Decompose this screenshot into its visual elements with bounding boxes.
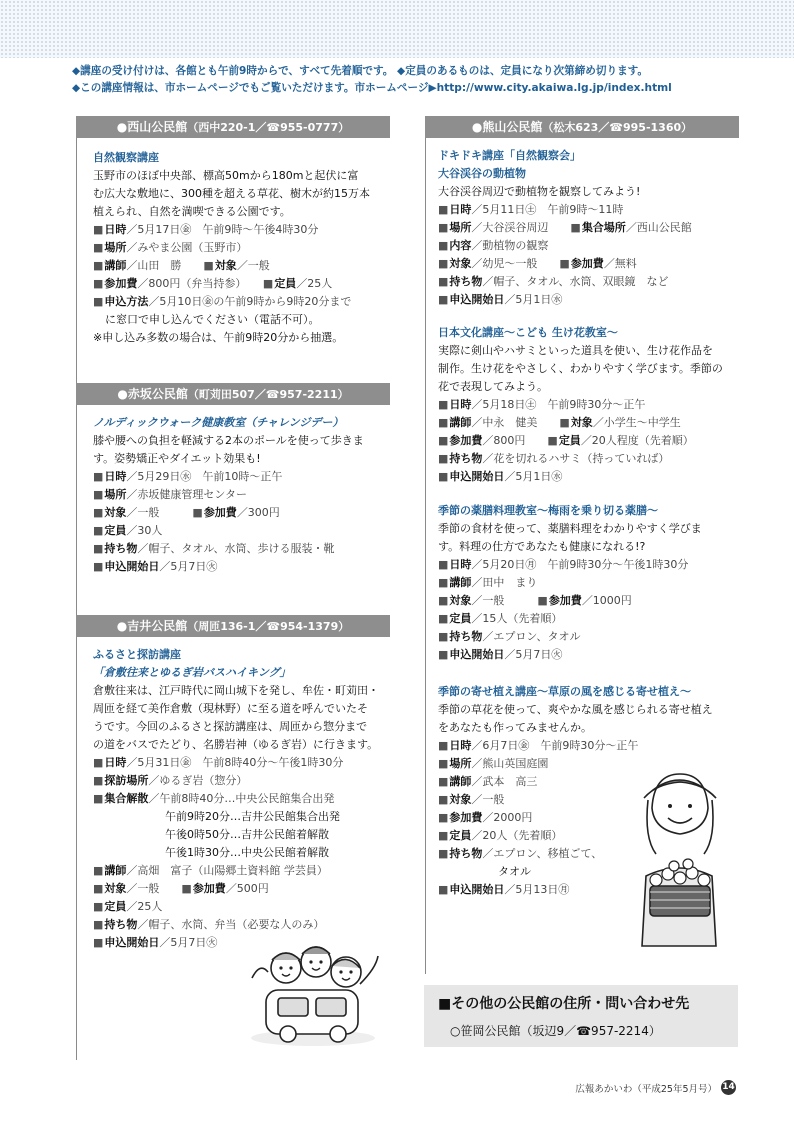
detail-value: ／20人（先着順） — [471, 829, 563, 842]
detail-value: ／800円 — [482, 434, 548, 447]
detail-label: ■ 日時 — [438, 203, 471, 216]
detail-value: ／動植物の観察 — [471, 239, 549, 252]
detail-row — [93, 275, 393, 293]
detail-value: ／5月11日㊏ 午前9時～11時 — [471, 203, 624, 216]
detail-row — [93, 522, 393, 540]
detail-label: ■ 参加費 — [559, 257, 603, 270]
detail-row — [438, 737, 738, 755]
notice-line-url: ◆この講座情報は、市ホームページでもご覧いただけます。市ホームページ▶http://www.city.akaiwa.lg.jp/index.html — [72, 82, 672, 94]
detail-value: ／5月7日㊋ — [504, 648, 563, 661]
right-column-rule — [425, 136, 426, 974]
course-title: 季節の薬膳料理教室～梅雨を乗り切る薬膳～ — [438, 504, 658, 517]
detail-row — [438, 450, 738, 468]
detail-value: ／中永 健美 — [471, 416, 560, 429]
detail-label: ■ 定員 — [93, 524, 126, 537]
detail-row — [438, 414, 738, 432]
detail-label: ■ 探訪場所 — [93, 774, 148, 787]
detail-row — [93, 558, 393, 576]
detail-value: ／小学生～中学生 — [592, 416, 681, 429]
course-detail-continued: タオル — [498, 865, 531, 878]
detail-label: ■ 対象 — [438, 793, 471, 806]
detail-label: ■ 日時 — [93, 756, 126, 769]
section-header-akasaka: ●赤坂公民館（町苅田507／☎957-2211） — [76, 383, 390, 405]
course-akasaka — [93, 414, 393, 576]
detail-value: ／大谷渓谷周辺 — [471, 221, 571, 234]
notice-line: ◆講座の受け付けは、各館とも午前9時からで、すべて先着順です。 ◆定員のあるものは、定員になり次第締め切ります。 — [72, 65, 648, 77]
detail-label: ■ 申込開始日 — [438, 470, 504, 483]
course-details — [438, 556, 738, 664]
course-details — [438, 396, 738, 486]
course-description: 実際に剣山やハサミといった道具を使い、生け花作品を 制作。生け花をやさしく、わかりやすく学びます。季節の 花で表現してみよう。 — [438, 344, 723, 393]
bus-children-illustration — [238, 938, 388, 1050]
detail-label: ■ 申込開始日 — [438, 648, 504, 661]
notice-area — [72, 63, 752, 97]
detail-value: ／エプロン、タオル — [482, 630, 581, 643]
detail-value: ／一般 — [236, 259, 270, 272]
detail-row — [93, 916, 393, 934]
top-pattern-band — [0, 0, 794, 58]
detail-value: ／午前8時40分…中央公民館集合出発 — [148, 792, 335, 805]
detail-value: ／15人（先着順） — [471, 612, 563, 625]
detail-value: ／5月17日㊎ 午前9時～午後4時30分 — [126, 223, 319, 236]
detail-value: ／5月29日㊌ 午前10時～正午 — [126, 470, 283, 483]
detail-value: ／5月31日㊎ 午前8時40分～午後1時30分 — [126, 756, 344, 769]
course-description: 季節の草花を使って、爽やかな風を感じられる寄せ植え をあなたも作ってみませんか。 — [438, 703, 713, 734]
detail-label: ■ 申込開始日 — [93, 560, 159, 573]
detail-label: ■ 持ち物 — [438, 847, 482, 860]
course-title: ドキドキ講座「自然観察会」 — [438, 149, 581, 162]
course-subtitle: 大谷渓谷の動植物 — [438, 167, 526, 180]
course-kumayama-ikebana — [438, 324, 738, 486]
detail-label: ■ 場所 — [93, 488, 126, 501]
section-header-yoshii: ●吉井公民館（周匝136-1／☎954-1379） — [76, 615, 390, 637]
detail-row — [93, 504, 393, 522]
course-description: 倉敷往来は、江戸時代に岡山城下を発し、牟佐・町苅田・ 周匝を経て美作倉敷（現林野）に至る道を呼んでいたそ うです。今回のふるさと探訪講座は、周匝から惣分まで の道をバスでたどり、名勝岩神（ゆるぎ岩）に行きます。 — [93, 684, 379, 751]
course-title: ノルディックウォーク健康教室（チャレンジデー） — [93, 416, 344, 429]
detail-label: ■ 集合解散 — [93, 792, 148, 805]
detail-value: ／一般 — [471, 793, 505, 806]
detail-label: ■ 日時 — [93, 223, 126, 236]
detail-value: ／2000円 — [482, 811, 533, 824]
course-description: 季節の食材を使って、薬膳料理をわかりやすく学びま す。料理の仕方であなたも健康になれる!? — [438, 522, 702, 553]
detail-label: ■ 講師 — [93, 864, 126, 877]
detail-value: ／800円（弁当持参） — [137, 277, 263, 290]
course-kumayama-nature — [438, 147, 738, 309]
detail-row — [438, 556, 738, 574]
detail-value: ／幼児～一般 — [471, 257, 560, 270]
detail-label: ■ 対象 — [438, 594, 471, 607]
detail-value: ／西山公民館 — [625, 221, 692, 234]
detail-value: ／田中 まり — [471, 576, 538, 589]
detail-value: ／一般 — [126, 882, 182, 895]
detail-row — [438, 273, 738, 291]
detail-label: ■ 申込開始日 — [438, 883, 504, 896]
publication-name: 広報あかいわ（平成25年5月号） — [575, 1083, 717, 1095]
detail-label: ■ 場所 — [438, 757, 471, 770]
detail-label: ■ 対象 — [93, 506, 126, 519]
detail-row — [93, 772, 393, 790]
detail-row — [438, 237, 738, 255]
detail-row — [438, 219, 738, 237]
detail-label: ■ 参加費 — [192, 506, 236, 519]
detail-row — [93, 293, 393, 311]
section-header-nishiyama: ●西山公民館（西中220-1／☎955-0777） — [76, 116, 390, 138]
detail-row — [438, 201, 738, 219]
detail-row — [93, 898, 393, 916]
detail-label: ■ 講師 — [438, 416, 471, 429]
detail-value: ／一般 — [126, 506, 193, 519]
course-description: 玉野市のほぼ中央部、標高50mから180mと起伏に富 む広大な敷地に、300種を超える草花、樹木が約15万本 植えられ、自然を満喫できる公園です。 — [93, 169, 370, 218]
contact-line: ○笹岡公民館（坂辺9／☎957-2214） — [450, 1024, 661, 1038]
detail-label: ■ 参加費 — [438, 811, 482, 824]
detail-value: ／無料 — [603, 257, 637, 270]
detail-row — [438, 610, 738, 628]
detail-label: ■ 参加費 — [537, 594, 581, 607]
detail-row — [438, 255, 738, 273]
detail-label: ■ 対象 — [93, 882, 126, 895]
course-detail-continued: に窓口で申し込んでください（電話不可）。 — [105, 313, 320, 326]
detail-label: ■ 場所 — [438, 221, 471, 234]
detail-label: ■ 定員 — [438, 829, 471, 842]
course-title: 季節の寄せ植え講座～草原の風を感じる寄せ植え～ — [438, 685, 691, 698]
detail-row — [438, 432, 738, 450]
woman-flowers-illustration — [624, 768, 734, 948]
detail-label: ■ 日時 — [438, 398, 471, 411]
detail-value: ／25人 — [296, 277, 333, 290]
detail-row — [93, 257, 393, 275]
detail-label: ■ 日時 — [438, 558, 471, 571]
detail-label: ■ 集合場所 — [570, 221, 625, 234]
bus-schedule: 午前9時20分…吉井公民館集合出発 午後0時50分…吉井公民館着解散 午後1時30分…中央公民館着解散 — [165, 810, 340, 859]
detail-value: ／25人 — [126, 900, 163, 913]
course-yoshii — [93, 646, 393, 952]
course-details — [93, 754, 393, 808]
detail-row — [93, 754, 393, 772]
page-footer — [575, 1080, 736, 1095]
course-nishiyama — [93, 149, 393, 347]
course-title: 自然観察講座 — [93, 151, 159, 164]
detail-row — [438, 574, 738, 592]
detail-value: ／花を切れるハサミ（持っていれば） — [482, 452, 670, 465]
detail-label: ■ 対象 — [559, 416, 592, 429]
detail-value: ／5月20日㊊ 午前9時30分～午後1時30分 — [471, 558, 689, 571]
detail-value: ／5月18日㊏ 午前9時30分～正午 — [471, 398, 646, 411]
detail-label: ■ 申込方法 — [93, 295, 148, 308]
detail-value: ／500円 — [225, 882, 269, 895]
detail-row — [438, 628, 738, 646]
course-title: ふるさと探訪講座 — [93, 648, 181, 661]
course-description: 大谷渓谷周辺で動植物を観察してみよう! — [438, 185, 641, 198]
detail-value: ／5月1日㊌ — [504, 293, 563, 306]
detail-value: ／赤坂健康管理センター — [126, 488, 247, 501]
detail-value: ／5月7日㊋ — [159, 936, 218, 949]
detail-value: ／1000円 — [581, 594, 632, 607]
detail-value: ／帽子、水筒、弁当（必要な人のみ） — [137, 918, 325, 931]
course-subtitle: 「倉敷往来とゆるぎ岩バスハイキング」 — [93, 666, 291, 679]
detail-label: ■ 日時 — [438, 739, 471, 752]
detail-label: ■ 定員 — [547, 434, 580, 447]
other-community-centers-box — [424, 985, 738, 1047]
detail-value: ／エプロン、移植ごて、 — [482, 847, 603, 860]
detail-value: ／30人 — [126, 524, 163, 537]
detail-row — [93, 790, 393, 808]
detail-label: ■ 日時 — [93, 470, 126, 483]
detail-value: ／山田 勝 — [126, 259, 204, 272]
course-note: ※申し込み多数の場合は、午前9時20分から抽選。 — [93, 331, 344, 344]
detail-row — [93, 486, 393, 504]
section-header-kumayama: ●熊山公民館（松木623／☎995-1360） — [425, 116, 739, 138]
detail-value: ／5月13日㊊ — [504, 883, 570, 896]
detail-value: ／20人程度（先着順） — [580, 434, 694, 447]
detail-row — [93, 239, 393, 257]
detail-value: ／5月10日㊎の午前9時から9時20分まで — [148, 295, 352, 308]
detail-label: ■ 定員 — [438, 612, 471, 625]
course-details — [438, 201, 738, 309]
detail-label: ■ 申込開始日 — [438, 293, 504, 306]
detail-label: ■ 講師 — [93, 259, 126, 272]
detail-value: ／帽子、タオル、水筒、歩ける服装・靴 — [137, 542, 335, 555]
detail-label: ■ 内容 — [438, 239, 471, 252]
detail-value: ／帽子、タオル、水筒、双眼鏡 など — [482, 275, 669, 288]
detail-row — [93, 468, 393, 486]
detail-row — [93, 862, 393, 880]
detail-row — [93, 880, 393, 898]
detail-value: ／6月7日㊎ 午前9時30分～正午 — [471, 739, 639, 752]
detail-label: ■ 定員 — [93, 900, 126, 913]
course-details — [93, 221, 393, 311]
detail-label: ■ 対象 — [438, 257, 471, 270]
detail-value: ／高畑 富子（山陽郷土資料館 学芸員） — [126, 864, 328, 877]
detail-row — [438, 646, 738, 664]
left-column-rule — [76, 136, 77, 1060]
detail-label: ■ 対象 — [203, 259, 236, 272]
detail-row — [438, 468, 738, 486]
course-kumayama-yakuzen — [438, 502, 738, 664]
detail-label: ■ 講師 — [438, 576, 471, 589]
detail-label: ■ 参加費 — [93, 277, 137, 290]
detail-label: ■ 持ち物 — [93, 542, 137, 555]
detail-row — [438, 592, 738, 610]
detail-label: ■ 持ち物 — [438, 452, 482, 465]
detail-value: ／5月1日㊌ — [504, 470, 563, 483]
detail-row — [93, 540, 393, 558]
detail-label: ■ 持ち物 — [93, 918, 137, 931]
detail-value: ／5月7日㊋ — [159, 560, 218, 573]
detail-label: ■ 講師 — [438, 775, 471, 788]
detail-value: ／武本 高三 — [471, 775, 538, 788]
detail-value: ／ゆるぎ岩（惣分） — [148, 774, 248, 787]
contact-heading: ■その他の公民館の住所・問い合わせ先 — [438, 996, 690, 1012]
detail-row — [438, 291, 738, 309]
detail-label: ■ 持ち物 — [438, 275, 482, 288]
detail-value: ／熊山英国庭園 — [471, 757, 549, 770]
detail-label: ■ 参加費 — [181, 882, 225, 895]
detail-label: ■ 参加費 — [438, 434, 482, 447]
detail-row — [93, 221, 393, 239]
detail-value: ／一般 — [471, 594, 538, 607]
detail-label: ■ 持ち物 — [438, 630, 482, 643]
detail-label: ■ 定員 — [263, 277, 296, 290]
detail-row — [438, 396, 738, 414]
course-description: 膝や腰への負担を軽減する2本のポールを使って歩きま す。姿勢矯正やダイエット効果も! — [93, 434, 364, 465]
detail-label: ■ 申込開始日 — [93, 936, 159, 949]
detail-label: ■ 場所 — [93, 241, 126, 254]
course-details — [93, 468, 393, 576]
detail-value: ／みやま公園（玉野市） — [126, 241, 248, 254]
page-number: 14 — [721, 1080, 736, 1095]
course-title: 日本文化講座～こども 生け花教室～ — [438, 326, 618, 339]
detail-value: ／300円 — [236, 506, 280, 519]
